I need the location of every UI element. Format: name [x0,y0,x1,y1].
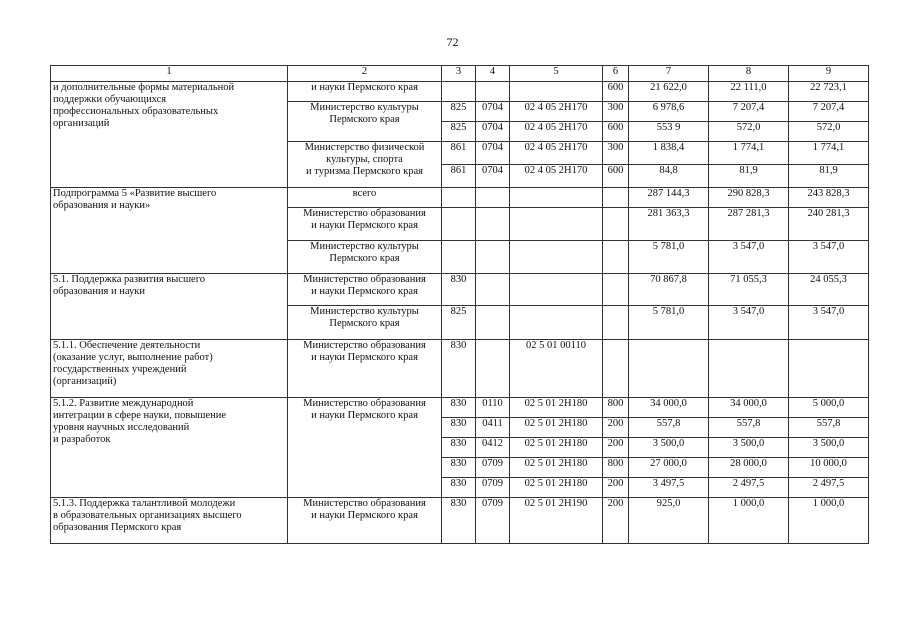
measure-name: 5.1.3. Поддержка талантливой молодежи в образовательных организациях высшего образования Пермского края [53,498,242,533]
amount-year-1: 1 838,4 [629,142,709,165]
page-number: 72 [446,35,459,49]
measure-name-cell [51,274,288,340]
amount-year-1: 84,8 [629,165,709,188]
section-code: 0704 [476,142,510,165]
amount-year-3: 2 497,5 [789,478,869,498]
section-code: 0411 [476,418,510,438]
target-article-code [510,208,603,241]
expense-type-code: 300 [603,102,629,122]
amount-year-3: 24 055,3 [789,274,869,306]
grbs-code: 830 [442,498,476,544]
amount-year-2: 572,0 [709,122,789,142]
amount-year-3: 1 774,1 [789,142,869,165]
amount-year-3: 240 281,3 [789,208,869,241]
executor-cell [288,208,442,241]
amount-year-2: 3 547,0 [709,306,789,340]
executor-name: Министерство культуры Пермского края [310,102,419,125]
grbs-code: 830 [442,478,476,498]
amount-year-1: 3 500,0 [629,438,709,458]
amount-year-3: 1 000,0 [789,498,869,544]
section-code [476,82,510,102]
expense-type-code [603,208,629,241]
amount-year-2: 34 000,0 [709,398,789,418]
target-article-code: 02 5 01 2Н180 [510,398,603,418]
amount-year-2: 22 111,0 [709,82,789,102]
target-article-code [510,188,603,208]
section-code [476,241,510,274]
header-cell: 8 [709,66,789,82]
amount-year-2: 287 281,3 [709,208,789,241]
budget-table [50,65,869,544]
grbs-code: 830 [442,458,476,478]
amount-year-3: 557,8 [789,418,869,438]
grbs-code: 830 [442,418,476,438]
target-article-code: 02 5 01 2Н180 [510,458,603,478]
grbs-code: 861 [442,142,476,165]
expense-type-code: 800 [603,398,629,418]
expense-type-code: 200 [603,418,629,438]
executor-name: Министерство образования и науки Пермского края [303,498,426,521]
amount-year-1: 557,8 [629,418,709,438]
grbs-code: 825 [442,122,476,142]
measure-name: и дополнительные формы материальной поддержки обучающихся профессиональных образовательных организаций [53,82,235,129]
section-code: 0709 [476,458,510,478]
measure-name: Подпрограмма 5 «Развитие высшего образования и науки» [53,188,217,211]
amount-year-3: 243 828,3 [789,188,869,208]
amount-year-2: 7 207,4 [709,102,789,122]
amount-year-3: 10 000,0 [789,458,869,478]
measure-name-cell [51,188,288,274]
amount-year-3: 572,0 [789,122,869,142]
target-article-code: 02 5 01 2Н180 [510,418,603,438]
executor-name: Министерство культуры Пермского края [310,241,419,264]
grbs-code [442,188,476,208]
header-cell: 1 [51,66,288,82]
grbs-code: 830 [442,438,476,458]
header-cell: 6 [603,66,629,82]
amount-year-1: 34 000,0 [629,398,709,418]
amount-year-2 [709,340,789,398]
section-code: 0704 [476,165,510,188]
section-code: 0704 [476,122,510,142]
amount-year-1: 27 000,0 [629,458,709,478]
executor-name: Министерство образования и науки Пермского края [303,274,426,297]
amount-year-1: 5 781,0 [629,241,709,274]
executor-cell [288,102,442,142]
measure-name-cell [51,398,288,498]
amount-year-2: 557,8 [709,418,789,438]
amount-year-2: 1 774,1 [709,142,789,165]
amount-year-3: 3 547,0 [789,306,869,340]
executor-cell [288,274,442,306]
target-article-code [510,82,603,102]
header-cell: 7 [629,66,709,82]
measure-name: 5.1.2. Развитие международной интеграции в сфере науки, повышение уровня научных исследований и разработок [53,398,227,445]
executor-name: Министерство образования и науки Пермского края [303,398,426,421]
amount-year-2: 71 055,3 [709,274,789,306]
measure-name-cell [51,498,288,544]
target-article-code: 02 4 05 2Н170 [510,165,603,188]
measure-name: 5.1.1. Обеспечение деятельности (оказание услуг, выполнение работ) государственных учреждений (организаций) [53,340,213,387]
executor-name: всего [352,188,377,199]
expense-type-code [603,188,629,208]
grbs-code: 825 [442,102,476,122]
amount-year-1: 21 622,0 [629,82,709,102]
executor-name: Министерство культуры Пермского края [310,306,419,329]
section-code: 0704 [476,102,510,122]
section-code: 0709 [476,498,510,544]
amount-year-1: 287 144,3 [629,188,709,208]
grbs-code [442,241,476,274]
section-code [476,274,510,306]
target-article-code [510,241,603,274]
executor-name: Министерство образования и науки Пермского края [303,340,426,363]
amount-year-1: 6 978,6 [629,102,709,122]
target-article-code: 02 5 01 2Н180 [510,438,603,458]
executor-cell [288,398,442,498]
executor-cell [288,498,442,544]
amount-year-3: 3 547,0 [789,241,869,274]
header-cell: 2 [288,66,442,82]
measure-name: 5.1. Поддержка развития высшего образования и науки [53,274,205,297]
amount-year-3: 3 500,0 [789,438,869,458]
section-code [476,188,510,208]
target-article-code: 02 4 05 2Н170 [510,122,603,142]
amount-year-2: 81,9 [709,165,789,188]
header-row [51,66,869,82]
table-row [51,82,869,102]
measure-name-cell [51,340,288,398]
expense-type-code: 600 [603,82,629,102]
section-code [476,340,510,398]
section-code [476,208,510,241]
expense-type-code: 300 [603,142,629,165]
amount-year-1: 5 781,0 [629,306,709,340]
amount-year-1: 925,0 [629,498,709,544]
target-article-code: 02 5 01 00110 [510,340,603,398]
table-row [51,340,869,398]
amount-year-1: 553 9 [629,122,709,142]
expense-type-code: 800 [603,458,629,478]
executor-name: и науки Пермского края [311,82,418,93]
expense-type-code: 200 [603,478,629,498]
target-article-code: 02 5 01 2Н190 [510,498,603,544]
grbs-code: 830 [442,274,476,306]
target-article-code [510,274,603,306]
table-row [51,188,869,208]
measure-name-cell [51,82,288,188]
target-article-code: 02 4 05 2Н170 [510,102,603,122]
amount-year-1 [629,340,709,398]
executor-cell [288,340,442,398]
expense-type-code: 600 [603,122,629,142]
grbs-code: 830 [442,340,476,398]
table-row [51,274,869,306]
amount-year-2: 28 000,0 [709,458,789,478]
amount-year-2: 1 000,0 [709,498,789,544]
amount-year-3: 7 207,4 [789,102,869,122]
executor-cell [288,142,442,188]
header-cell: 3 [442,66,476,82]
grbs-code: 825 [442,306,476,340]
section-code [476,306,510,340]
amount-year-2: 3 547,0 [709,241,789,274]
table-row [51,398,869,418]
grbs-code: 830 [442,398,476,418]
header-cell: 4 [476,66,510,82]
executor-cell [288,306,442,340]
expense-type-code: 200 [603,498,629,544]
target-article-code: 02 5 01 2Н180 [510,478,603,498]
section-code: 0412 [476,438,510,458]
amount-year-2: 3 500,0 [709,438,789,458]
amount-year-1: 281 363,3 [629,208,709,241]
target-article-code [510,306,603,340]
expense-type-code [603,241,629,274]
section-code: 0110 [476,398,510,418]
amount-year-3: 81,9 [789,165,869,188]
expense-type-code: 600 [603,165,629,188]
amount-year-3: 5 000,0 [789,398,869,418]
expense-type-code [603,340,629,398]
executor-cell [288,188,442,208]
executor-cell [288,241,442,274]
amount-year-2: 2 497,5 [709,478,789,498]
amount-year-1: 70 867,8 [629,274,709,306]
amount-year-2: 290 828,3 [709,188,789,208]
expense-type-code [603,274,629,306]
grbs-code [442,82,476,102]
executor-name: Министерство физической культуры, спорта и туризма Пермского края [304,142,425,177]
target-article-code: 02 4 05 2Н170 [510,142,603,165]
grbs-code: 861 [442,165,476,188]
amount-year-1: 3 497,5 [629,478,709,498]
table-row [51,498,869,544]
executor-name: Министерство образования и науки Пермского края [303,208,426,231]
executor-cell [288,82,442,102]
expense-type-code [603,306,629,340]
header-cell: 9 [789,66,869,82]
section-code: 0709 [476,478,510,498]
amount-year-3 [789,340,869,398]
header-cell: 5 [510,66,603,82]
expense-type-code: 200 [603,438,629,458]
grbs-code [442,208,476,241]
amount-year-3: 22 723,1 [789,82,869,102]
